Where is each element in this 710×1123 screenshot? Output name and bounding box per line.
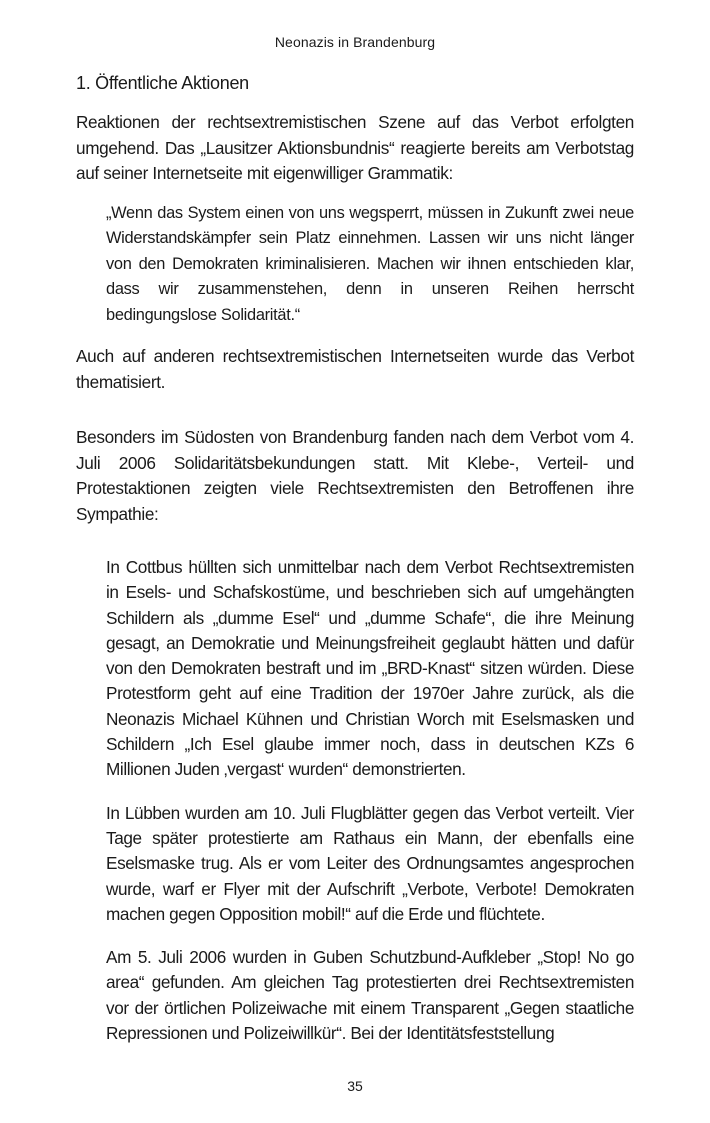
- paragraph-southeast: Besonders im Südosten von Brandenburg fanden nach dem Verbot vom 4. Juli 2006 Solidaritätsbekundungen statt. Mit Klebe-, Verteil- und Protestaktionen zeigten viele Rechtsextremisten den Betroffenen ihre Sympathie:: [76, 427, 634, 524]
- paragraph-reactions: Reaktionen der rechtsextremistischen Szene auf das Verbot erfolgten umgehend. Das „Lausitzer Aktionsbundnis“ reagierte bereits am Verbotstag auf seiner Internetseite mit eigenwilliger Grammatik:: [76, 112, 634, 183]
- page-body: [76, 70, 634, 1064]
- example-cottbus: In Cottbus hüllten sich unmittelbar nach dem Verbot Rechtsextremisten in Esels- und Schafskostüme, und beschrieben sich auf umgehängten Schildern als „dumme Esel“ und „dumme Schafe“, die ihre Meinung gesagt, an Demokratie und Meinungsfreiheit geglaubt hätten und dafür von den Demokraten bestraft und im „BRD-Knast“ sitzen würden. Diese Protestform geht auf eine Tradition der 1970er Jahre zurück, als die Neonazis Michael Kühnen und Christian Worch mit Eselsmasken und Schildern „Ich Esel glaube immer noch, dass in deutschen KZs 6 Millionen Juden ‚vergast‘ wurden“ demonstrierten.: [106, 557, 634, 780]
- running-header: Neonazis in Brandenburg: [274, 34, 436, 50]
- block-quote: „Wenn das System einen von uns wegsperrt, müssen in Zukunft zwei neue Widerstandskämpfer sein Platz einnehmen. Lassen wir uns nicht länger von den Demokraten kriminalisieren. Machen wir ihnen entschieden klar, dass wir zusammenstehen, denn in unseren Reihen herrscht bedingungslose Solidarität.“: [106, 203, 634, 324]
- example-guben: Am 5. Juli 2006 wurden in Guben Schutzbund-Aufkleber „Stop! No go area“ gefunden. Am gleichen Tag protestierten drei Rechtsextremisten vor der örtlichen Polizeiwache mit einem Transparent „Gegen staatliche Repressionen und Polizeiwillkür“. Bei der Identitätsfeststellung: [106, 947, 634, 1044]
- paragraph-other-websites: Auch auf anderen rechtsextremistischen Internetseiten wurde das Verbot thematisiert.: [76, 346, 634, 392]
- section-heading: 1. Öffentliche Aktionen: [76, 73, 249, 93]
- page-number: 35: [347, 1078, 363, 1094]
- example-luebben: In Lübben wurden am 10. Juli Flugblätter gegen das Verbot verteilt. Vier Tage später protestierte am Rathaus ein Mann, der ebenfalls eine Eselsmaske trug. Als er vom Leiter des Ordnungsamtes angesprochen wurde, warf er Flyer mit der Aufschrift „Verbote, Verbote! Demokraten machen gegen Opposition mobil!“ auf die Erde und flüchtete.: [106, 802, 634, 924]
